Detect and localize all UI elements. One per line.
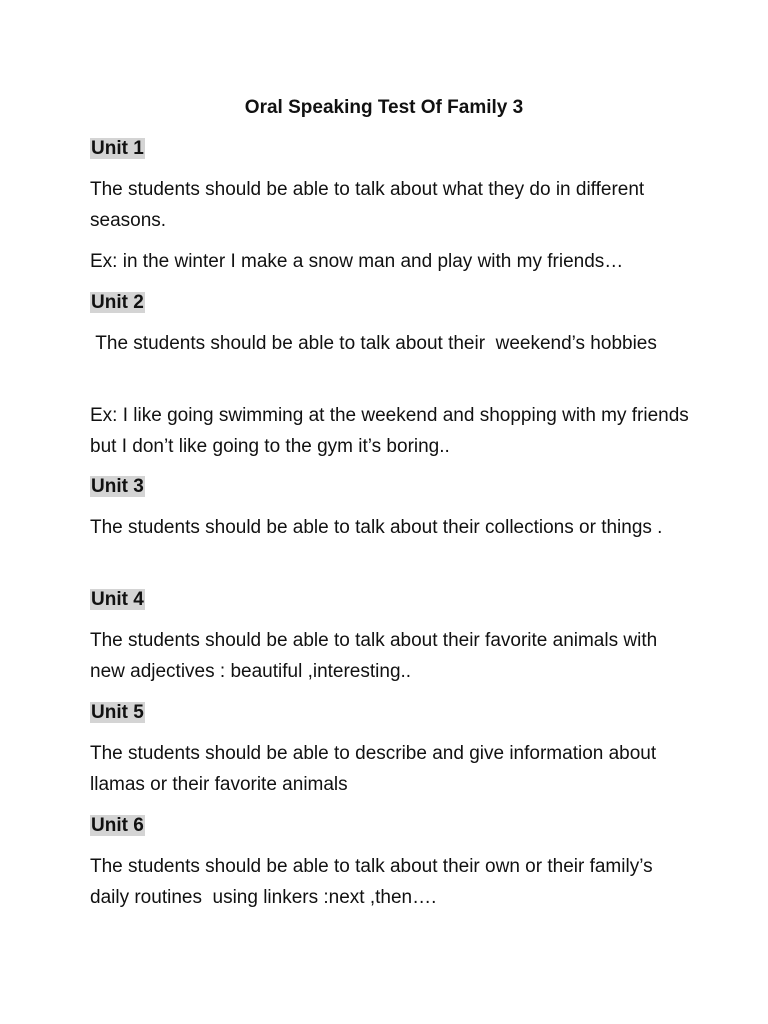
unit-heading [90,587,145,613]
unit-example: Ex: I like going swimming at the weekend and shopping with my friends but I don’t like going to the gym it’s boring.. [90,405,695,457]
unit-heading [90,474,145,500]
unit-heading-text: Unit 1 [91,138,144,159]
unit-example: Ex: in the winter I make a snow man and play with my friends… [90,251,624,272]
unit-heading-text: Unit 4 [91,589,144,610]
document-title: Oral Speaking Test Of Family 3 [244,97,524,118]
unit-heading [90,700,145,726]
unit-description: The students should be able to talk about their weekend’s hobbies [90,333,657,354]
unit-heading-text: Unit 2 [91,292,144,313]
unit-heading-text: Unit 5 [91,702,144,723]
unit-heading-text: Unit 6 [91,815,144,836]
unit-description: The students should be able to describe and give information about llamas or their favorite animals [90,743,662,795]
unit-description: The students should be able to talk about their own or their family’s daily routines using linkers :next ,then…. [90,856,658,908]
unit-heading-text: Unit 3 [91,476,144,497]
unit-description: The students should be able to talk about what they do in different seasons. [90,179,650,231]
unit-description: The students should be able to talk about their favorite animals with new adjectives : beautiful ,interesting.. [90,630,663,682]
unit-heading [90,290,145,316]
unit-heading [90,813,145,839]
unit-heading [90,136,145,162]
unit-description: The students should be able to talk about their collections or things . [90,517,663,538]
